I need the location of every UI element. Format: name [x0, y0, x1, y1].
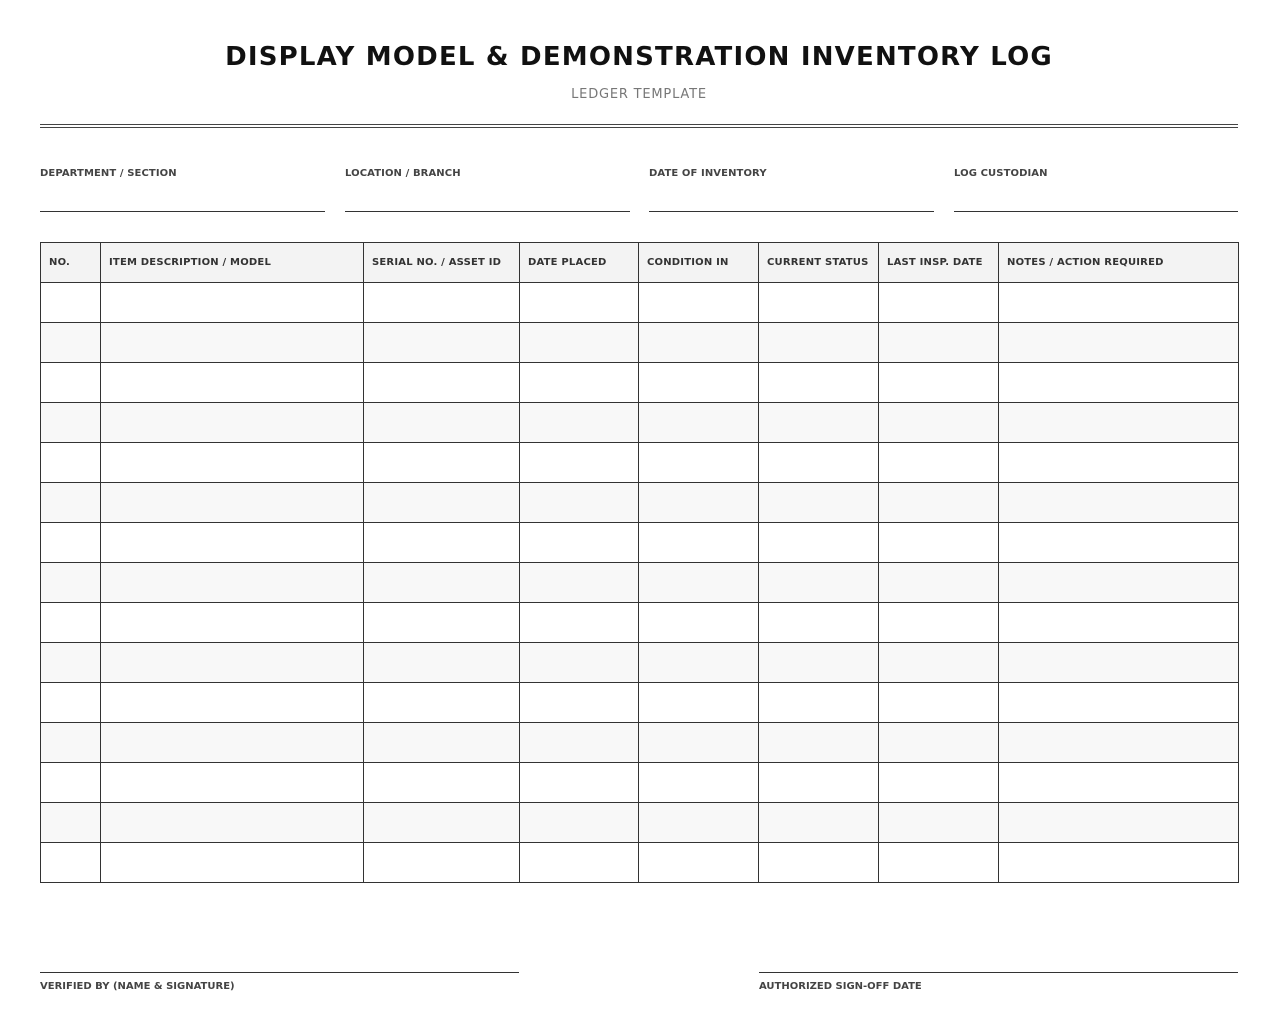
table-cell[interactable] — [639, 603, 759, 643]
table-header-row — [41, 243, 1239, 283]
table-cell[interactable] — [520, 683, 639, 723]
table-cell[interactable] — [999, 323, 1239, 363]
table-cell[interactable] — [364, 563, 520, 603]
table-row — [41, 363, 1239, 403]
table-cell[interactable] — [364, 483, 520, 523]
table-cell[interactable] — [879, 323, 999, 363]
table-cell[interactable] — [364, 603, 520, 643]
table-cell[interactable] — [364, 763, 520, 803]
table-cell[interactable] — [879, 403, 999, 443]
table-row — [41, 403, 1239, 443]
table-cell[interactable] — [999, 363, 1239, 403]
table-cell[interactable] — [101, 443, 364, 483]
table-row — [41, 723, 1239, 763]
table-cell[interactable] — [364, 643, 520, 683]
table-cell[interactable] — [879, 803, 999, 843]
field-label: LOCATION / BRANCH — [345, 168, 461, 179]
header-divider — [40, 124, 1238, 128]
table-cell[interactable] — [999, 683, 1239, 723]
table-cell[interactable] — [639, 483, 759, 523]
table-row — [41, 323, 1239, 363]
table-cell[interactable] — [41, 483, 101, 523]
table-cell[interactable] — [639, 763, 759, 803]
table-cell[interactable] — [639, 643, 759, 683]
table-cell[interactable] — [41, 323, 101, 363]
table-cell[interactable] — [520, 403, 639, 443]
field-date-of-inventory[interactable] — [649, 168, 934, 179]
table-cell[interactable] — [759, 363, 879, 403]
column-header-date-placed: DATE PLACED — [520, 243, 639, 283]
table-cell[interactable] — [759, 563, 879, 603]
table-cell[interactable] — [639, 523, 759, 563]
field-input-line[interactable] — [954, 211, 1238, 212]
table-cell[interactable] — [759, 683, 879, 723]
table-cell[interactable] — [41, 603, 101, 643]
field-log-custodian[interactable] — [954, 168, 1238, 179]
table-row — [41, 563, 1239, 603]
table-cell[interactable] — [41, 843, 101, 883]
table-cell[interactable] — [101, 843, 364, 883]
field-input-line[interactable] — [649, 211, 934, 212]
column-header-no: NO. — [41, 243, 101, 283]
column-header-last-insp-date: LAST INSP. DATE — [879, 243, 999, 283]
signature-line[interactable] — [40, 972, 519, 973]
table-row — [41, 483, 1239, 523]
table-cell[interactable] — [41, 403, 101, 443]
table-body — [41, 283, 1239, 883]
table-cell[interactable] — [759, 843, 879, 883]
table-cell[interactable] — [520, 763, 639, 803]
table-cell[interactable] — [520, 643, 639, 683]
table-cell[interactable] — [41, 763, 101, 803]
column-header-notes: NOTES / ACTION REQUIRED — [999, 243, 1239, 283]
table-cell[interactable] — [879, 443, 999, 483]
table-cell[interactable] — [759, 763, 879, 803]
table-row — [41, 843, 1239, 883]
table-cell[interactable] — [999, 563, 1239, 603]
verified-by-signature[interactable] — [40, 972, 519, 992]
table-cell[interactable] — [364, 443, 520, 483]
table-cell[interactable] — [639, 403, 759, 443]
table-cell[interactable] — [999, 763, 1239, 803]
table-cell[interactable] — [101, 283, 364, 323]
table-cell[interactable] — [879, 563, 999, 603]
table-cell[interactable] — [520, 483, 639, 523]
table-cell[interactable] — [520, 283, 639, 323]
table-cell[interactable] — [364, 803, 520, 843]
table-row — [41, 283, 1239, 323]
column-header-current-status: CURRENT STATUS — [759, 243, 879, 283]
table-cell[interactable] — [364, 683, 520, 723]
table-cell[interactable] — [520, 443, 639, 483]
table-cell[interactable] — [41, 523, 101, 563]
table-row — [41, 443, 1239, 483]
table-cell[interactable] — [101, 483, 364, 523]
table-cell[interactable] — [639, 803, 759, 843]
table-cell[interactable] — [101, 763, 364, 803]
table-row — [41, 643, 1239, 683]
table-cell[interactable] — [639, 283, 759, 323]
table-cell[interactable] — [759, 483, 879, 523]
table-cell[interactable] — [101, 803, 364, 843]
authorized-signoff-date[interactable] — [759, 972, 1238, 992]
table-cell[interactable] — [999, 483, 1239, 523]
table-cell[interactable] — [759, 443, 879, 483]
table-cell[interactable] — [41, 443, 101, 483]
table-cell[interactable] — [879, 843, 999, 883]
table-cell[interactable] — [639, 323, 759, 363]
table-cell[interactable] — [101, 563, 364, 603]
table-cell[interactable] — [999, 603, 1239, 643]
table-cell[interactable] — [759, 403, 879, 443]
table-cell[interactable] — [879, 723, 999, 763]
table-cell[interactable] — [41, 563, 101, 603]
field-input-line[interactable] — [345, 211, 630, 212]
table-cell[interactable] — [41, 643, 101, 683]
table-cell[interactable] — [879, 523, 999, 563]
table-cell[interactable] — [520, 363, 639, 403]
table-cell[interactable] — [879, 483, 999, 523]
table-cell[interactable] — [999, 443, 1239, 483]
table-cell[interactable] — [101, 683, 364, 723]
table-cell[interactable] — [101, 603, 364, 643]
table-cell[interactable] — [999, 523, 1239, 563]
verified-by-label: VERIFIED BY (NAME & SIGNATURE) — [40, 981, 235, 992]
table-cell[interactable] — [364, 283, 520, 323]
table-cell[interactable] — [101, 723, 364, 763]
table-cell[interactable] — [879, 363, 999, 403]
table-cell[interactable] — [101, 363, 364, 403]
table-cell[interactable] — [101, 323, 364, 363]
table-cell[interactable] — [999, 283, 1239, 323]
table-cell[interactable] — [41, 803, 101, 843]
table-cell[interactable] — [999, 803, 1239, 843]
field-label: DATE OF INVENTORY — [649, 168, 767, 179]
signoff-date-line[interactable] — [759, 972, 1238, 973]
table-cell[interactable] — [364, 523, 520, 563]
table-cell[interactable] — [101, 523, 364, 563]
table-cell[interactable] — [639, 443, 759, 483]
field-label: DEPARTMENT / SECTION — [40, 168, 177, 179]
inventory-table — [40, 242, 1239, 883]
field-input-line[interactable] — [40, 211, 325, 212]
column-header-serial-no: SERIAL NO. / ASSET ID — [364, 243, 520, 283]
table-cell[interactable] — [759, 523, 879, 563]
field-location[interactable] — [345, 168, 630, 179]
table-cell[interactable] — [999, 643, 1239, 683]
signoff-date-label: AUTHORIZED SIGN-OFF DATE — [759, 981, 922, 992]
table-cell[interactable] — [520, 323, 639, 363]
table-row — [41, 603, 1239, 643]
table-row — [41, 683, 1239, 723]
table-cell[interactable] — [759, 603, 879, 643]
page-subtitle: LEDGER TEMPLATE — [571, 87, 707, 102]
table-cell[interactable] — [364, 323, 520, 363]
table-cell[interactable] — [879, 763, 999, 803]
table-cell[interactable] — [879, 283, 999, 323]
table-cell[interactable] — [879, 643, 999, 683]
table-cell[interactable] — [520, 723, 639, 763]
table-cell[interactable] — [520, 843, 639, 883]
table-cell[interactable] — [879, 603, 999, 643]
table-cell[interactable] — [639, 723, 759, 763]
table-cell[interactable] — [364, 363, 520, 403]
table-cell[interactable] — [364, 403, 520, 443]
column-header-item-description: ITEM DESCRIPTION / MODEL — [101, 243, 364, 283]
table-cell[interactable] — [759, 283, 879, 323]
page-title: DISPLAY MODEL & DEMONSTRATION INVENTORY LOG — [225, 42, 1053, 72]
table-cell[interactable] — [41, 723, 101, 763]
table-cell[interactable] — [41, 683, 101, 723]
table-cell[interactable] — [759, 723, 879, 763]
table-cell[interactable] — [101, 403, 364, 443]
table-cell[interactable] — [364, 843, 520, 883]
table-row — [41, 803, 1239, 843]
table-cell[interactable] — [639, 363, 759, 403]
table-cell[interactable] — [759, 803, 879, 843]
column-header-condition-in: CONDITION IN — [639, 243, 759, 283]
table-cell[interactable] — [999, 843, 1239, 883]
table-cell[interactable] — [999, 403, 1239, 443]
table-cell[interactable] — [41, 283, 101, 323]
table-cell[interactable] — [364, 723, 520, 763]
table-cell[interactable] — [101, 643, 364, 683]
table-cell[interactable] — [999, 723, 1239, 763]
table-cell[interactable] — [520, 563, 639, 603]
table-cell[interactable] — [520, 603, 639, 643]
table-cell[interactable] — [759, 643, 879, 683]
table-row — [41, 763, 1239, 803]
table-cell[interactable] — [639, 563, 759, 603]
table-cell[interactable] — [639, 683, 759, 723]
table-cell[interactable] — [879, 683, 999, 723]
table-cell[interactable] — [41, 363, 101, 403]
table-row — [41, 523, 1239, 563]
field-department[interactable] — [40, 168, 325, 179]
table-cell[interactable] — [759, 323, 879, 363]
table-cell[interactable] — [639, 843, 759, 883]
table-cell[interactable] — [520, 803, 639, 843]
field-label: LOG CUSTODIAN — [954, 168, 1048, 179]
table-cell[interactable] — [520, 523, 639, 563]
